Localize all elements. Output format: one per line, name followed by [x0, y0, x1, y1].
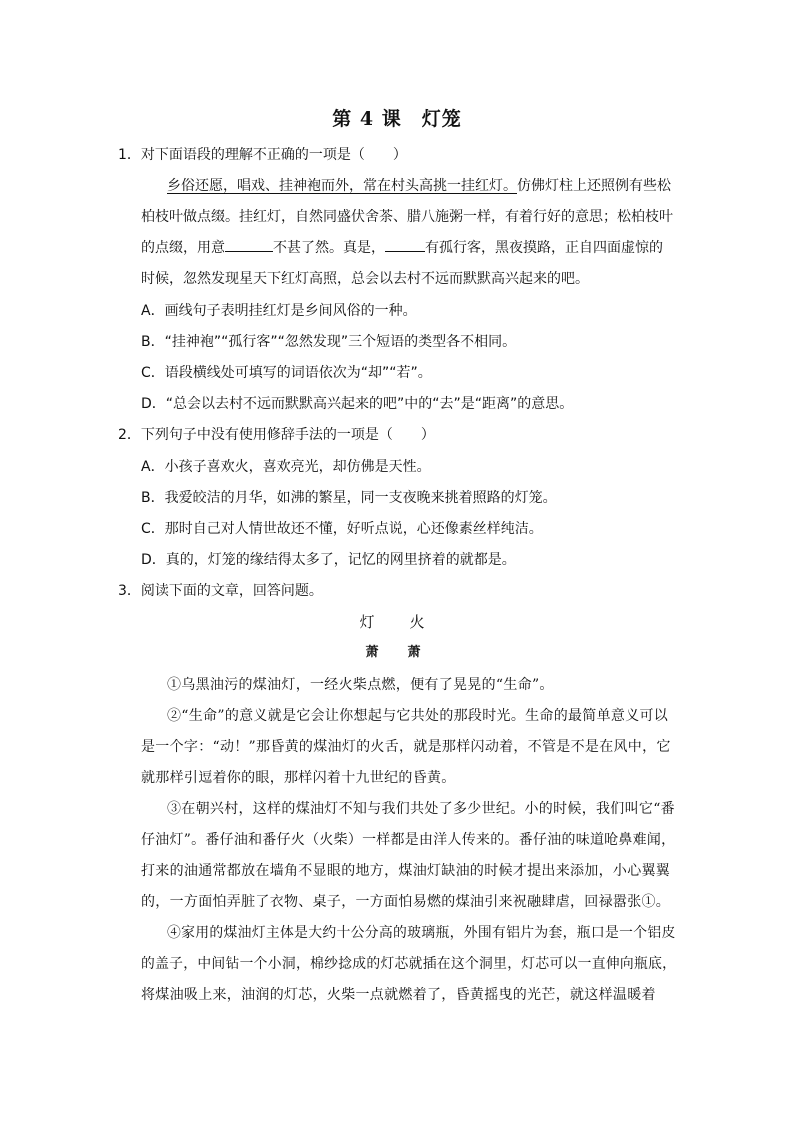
question-3-stem: 3．阅读下面的文章，回答问题。 [118, 583, 323, 599]
q2-option-b: B．我爱皎洁的月华，如沸的繁星，同一支夜晚来挑着照路的灯笼。 [141, 490, 557, 506]
q1-option-c: C．语段横线处可填写的词语依次为“却”“若”。 [141, 365, 432, 381]
q1-option-a: A．画线句子表明挂红灯是乡间风俗的一种。 [141, 303, 417, 319]
q2-option-d: D．真的，灯笼的缘结得太多了，记忆的网里挤着的就都是。 [141, 552, 516, 568]
q1-passage-line-4: 时候，忽然发现星天下红灯高照，总会以去村不远而默默高兴起来的吧。 [141, 271, 589, 287]
q1-underlined-sentence: 乡俗还愿，唱戏、挂神袍而外，常在村头高挑一挂红灯。 [167, 178, 517, 194]
essay-line-11: 将煤油吸上来，油润的灯芯，火柴一点就燃着了，昏黄摇曳的光芒，就这样温暖着 [141, 987, 656, 1003]
q1-option-b: B．“挂神袍”“孤行客”“忽然发现”三个短语的类型各不相同。 [141, 334, 517, 350]
essay-line-1: ①乌黑油污的煤油灯，一经火柴点燃，便有了晃晃的“生命”。 [167, 677, 554, 693]
q1-passage-line-3-c: 有孤行客，黑夜摸路，正自四面虚惊的 [425, 240, 663, 256]
page-title: 第 4 课 灯笼 [332, 108, 462, 130]
q1-passage-line-3-b: 不甚了然。真是， [273, 240, 385, 256]
essay-line-3: 是一个字：“动！”那昏黄的煤油灯的火舌，就是那样闪动着，不管是不是在风中，它 [141, 739, 671, 755]
q1-passage-line-2: 柏枝叶做点缀。挂红灯，自然同盛伏舍茶、腊八施粥一样，有着行好的意思；松柏枝叶 [141, 209, 673, 225]
q1-option-d: D．“总会以去村不远而默默高兴起来的吧”中的“去”是“距离”的意思。 [141, 396, 574, 412]
essay-line-8: 的，一方面怕弄脏了衣物、桌子，一方面怕易燃的煤油引来祝融肆虐，回禄嚣张①。 [141, 894, 671, 910]
essay-author: 萧 萧 [365, 645, 429, 660]
essay-line-9: ④家用的煤油灯主体是大约十公分高的玻璃瓶，外围有铝片为套，瓶口是一个铝皮 [167, 925, 676, 941]
q1-passage-line-1 [167, 177, 671, 195]
q2-option-a: A．小孩子喜欢火，喜欢亮光，却仿佛是天性。 [141, 459, 431, 475]
essay-line-10: 的盖子，中间钻一个小洞，棉纱捻成的灯芯就插在这个洞里，灯芯可以一直伸向瓶底， [141, 956, 677, 972]
essay-title: 灯 火 [359, 613, 435, 631]
q1-passage-line-3 [141, 239, 663, 257]
essay-line-6: 仔油灯”。番仔油和番仔火（火柴）一样都是由洋人传来的。番仔油的味道呛鼻难闻， [141, 832, 676, 848]
q1-passage-line-1-rest: 仿佛灯柱上还照例有些松 [517, 178, 671, 194]
q1-passage-line-3-a: 的点缀，用意 [141, 240, 225, 256]
q1-blank-1 [225, 239, 273, 252]
essay-line-7: 打来的油通常都放在墙角不显眼的地方，煤油灯缺油的时候才提出来添加，小心翼翼 [141, 863, 671, 879]
essay-line-2: ②“生命”的意义就是它会让你想起与它共处的那段时光。生命的最简单意义可以 [167, 708, 669, 724]
question-1-stem: 1．对下面语段的理解不正确的一项是（ ） [118, 147, 407, 163]
q2-option-c: C．那时自己对人情世故还不懂，好听点说，心还像素丝样纯洁。 [141, 521, 543, 537]
question-2-stem: 2．下列句子中没有使用修辞手法的一项是（ ） [118, 427, 435, 443]
essay-line-5: ③在朝兴村，这样的煤油灯不知与我们共处了多少世纪。小的时候，我们叫它“番 [167, 801, 675, 817]
essay-line-4: 就那样引逗着你的眼，那样闪着十九世纪的昏黄。 [141, 770, 456, 786]
q1-blank-2 [385, 239, 425, 252]
